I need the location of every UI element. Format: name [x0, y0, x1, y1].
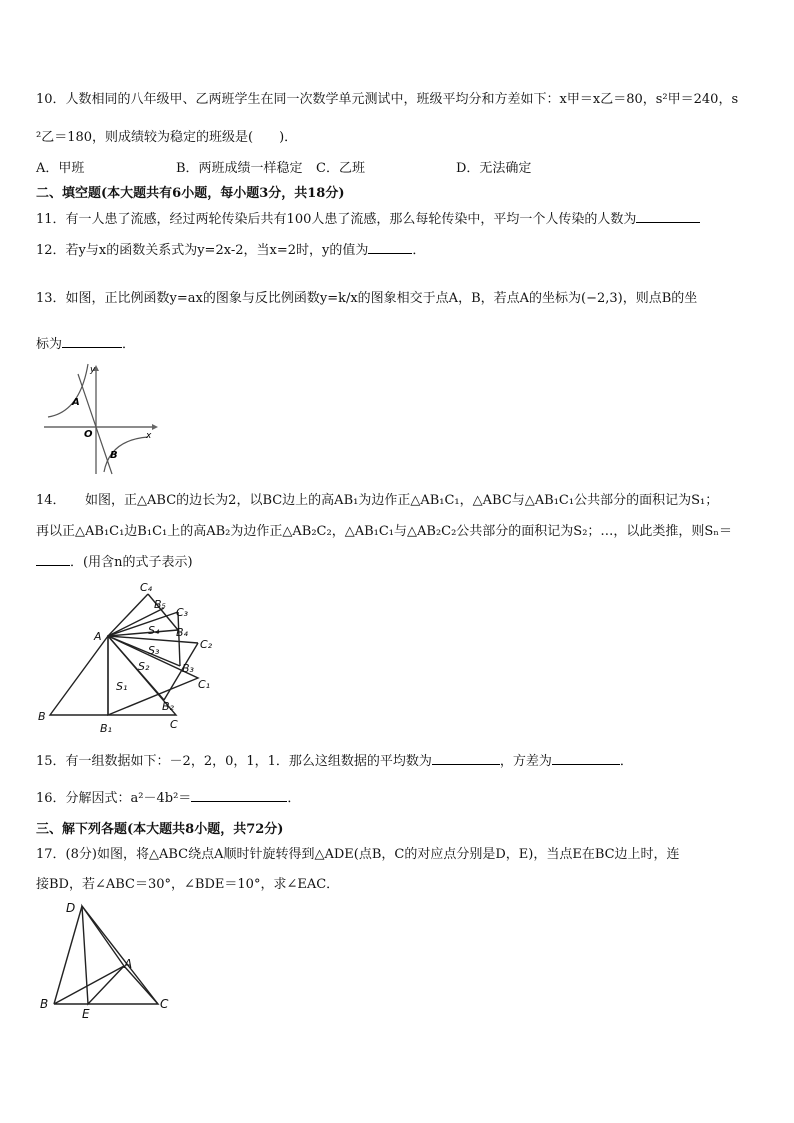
q14-figure	[36, 578, 216, 736]
q14-line3	[36, 551, 193, 570]
hyperbola-branch-left	[48, 364, 88, 417]
y-axis-label: y	[90, 365, 96, 375]
label-c: C	[160, 997, 169, 1011]
label-c4: C₄	[140, 581, 153, 594]
q14-answer-blank	[36, 553, 70, 566]
q15-mid: ，方差为	[499, 754, 552, 769]
label-c2: C₂	[200, 638, 213, 651]
q10-option-b: B．两班成绩一样稳定	[176, 161, 303, 176]
q13-stem-end: 标为	[36, 337, 63, 352]
x-axis-arrow	[152, 424, 158, 430]
q13-line1: 13．如图，正比例函数y=ax的图象与反比例函数y=k/x的图象相交于点A，B，若点A的坐标为(−2,3)，则点B的坐	[36, 291, 698, 306]
label-c: C	[170, 718, 178, 731]
point-b-label: B	[110, 450, 118, 461]
section3-heading: 三、解下列各题(本大题共8小题，共72分)	[36, 822, 284, 837]
label-b2: B₂	[162, 700, 174, 713]
label-s3: S₃	[148, 644, 160, 657]
q14-line3-text: ．(用含n的式子表示)	[70, 555, 193, 570]
label-s2: S₂	[138, 660, 150, 673]
section2-heading: 二、填空题(本大题共有6小题，每小题3分，共18分)	[36, 186, 345, 201]
q10-line1: 10．人数相同的八年级甲、乙两班学生在同一次数学单元测试中，班级平均分和方差如下：x甲＝x乙＝80，s²甲＝240，s	[36, 92, 739, 107]
label-d: D	[66, 901, 76, 915]
q15-text	[36, 750, 633, 769]
q17-line1: 17．(8分)如图，将△ABC绕点A顺时针旋转得到△ADE(点B，C的对应点分别是D，E)，当点E在BC边上时，连	[36, 847, 680, 862]
q13-end: ．	[122, 337, 136, 352]
label-a: A	[94, 630, 102, 643]
label-b3: B₃	[182, 662, 194, 675]
segment-bd	[54, 906, 82, 1004]
q13-answer-blank	[62, 335, 122, 348]
q16-answer-blank	[191, 789, 287, 802]
q12-answer-blank	[368, 241, 412, 254]
label-c1: C₁	[198, 678, 211, 691]
q15-end: ．	[619, 754, 633, 769]
q13-figure	[40, 362, 160, 480]
q16-text	[36, 787, 300, 806]
label-b5: B₅	[154, 598, 166, 611]
label-b: B	[38, 710, 46, 723]
label-s4: S₄	[148, 624, 160, 637]
q15-stem: 15．有一组数据如下：－2，2，0，1，1．那么这组数据的平均数为	[36, 754, 432, 769]
q16-stem: 16．分解因式：a²－4b²＝	[36, 791, 192, 806]
q11-answer-blank	[636, 210, 700, 223]
q15-mean-blank	[432, 752, 500, 765]
q17-line2: 接BD，若∠ABC＝30°，∠BDE＝10°，求∠EAC．	[36, 877, 340, 892]
label-b1: B₁	[100, 722, 112, 735]
proportional-line	[78, 374, 112, 474]
q12-text	[36, 239, 425, 258]
q10-option-a: A．甲班	[36, 161, 85, 176]
x-axis-label: x	[146, 431, 152, 441]
q12-stem: 12．若y与x的函数关系式为y=2x-2，当x=2时，y的值为	[36, 243, 369, 258]
label-b4: B₄	[176, 626, 188, 639]
q10-option-c: C．乙班	[316, 161, 365, 176]
q11-stem: 11．有一人患了流感，经过两轮传染后共有100人患了流感，那么每轮传染中，平均一个人传染的人数为	[36, 212, 637, 227]
origin-label: O	[84, 429, 93, 440]
q15-variance-blank	[552, 752, 620, 765]
q10-option-d: D．无法确定	[456, 161, 532, 176]
label-s1: S₁	[116, 680, 128, 693]
label-a: A	[124, 957, 133, 971]
point-a-label: A	[72, 397, 80, 408]
q10-line2: ²乙＝180，则成绩较为稳定的班级是( )．	[36, 130, 298, 145]
q14-line2: 再以正△AB₁C₁边B₁C₁上的高AB₂为边作正△AB₂C₂，△AB₁C₁与△AB₂C₂公共部分的面积记为S₂；…，以此类推，则Sₙ＝	[36, 524, 732, 539]
segment-dc	[82, 906, 158, 1004]
label-c3: C₃	[176, 606, 189, 619]
label-b: B	[40, 997, 49, 1011]
label-e: E	[82, 1007, 90, 1021]
q17-figure	[36, 896, 186, 1022]
q16-end: ．	[287, 791, 301, 806]
q14-line1: 14． 如图，正△ABC的边长为2，以BC边上的高AB₁为边作正△AB₁C₁，△ABC与△AB₁C₁公共部分的面积记为S₁；	[36, 493, 719, 508]
q12-end: ．	[412, 243, 426, 258]
segment-b3c3	[178, 612, 180, 666]
q11-text	[36, 208, 700, 227]
triangle-ade	[82, 906, 124, 1004]
q13-line2	[36, 333, 135, 352]
